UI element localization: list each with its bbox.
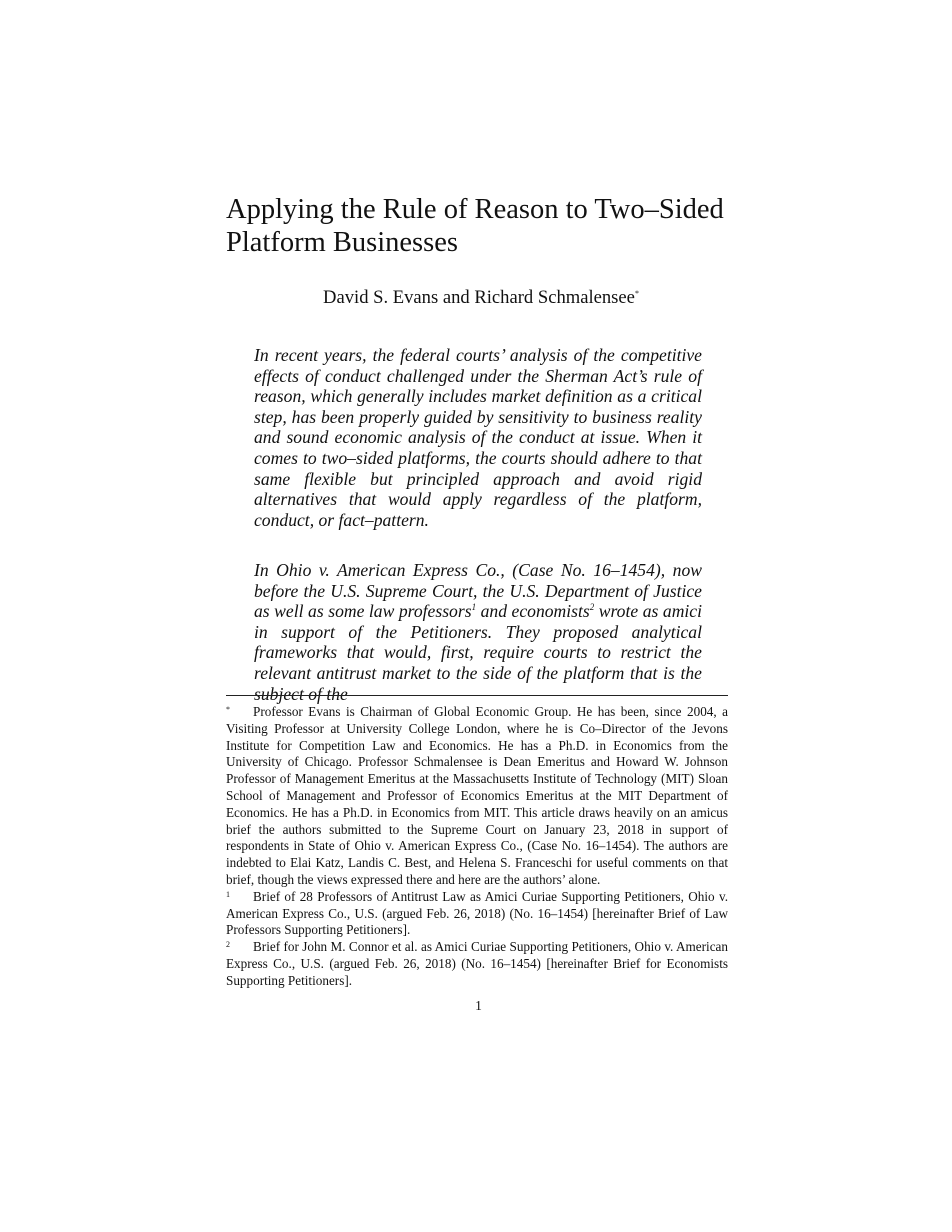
footnote-text: Brief for John M. Connor et al. as Amici Curiae Supporting Petitioners, Ohio v. American Express Co., U.S. (argued Feb. 26, 2018) (No. 16–1454) [hereinafter Brief for Economists Supporting Petitioners].	[226, 939, 728, 988]
footnote-mark: 2	[226, 940, 230, 950]
author-line	[0, 287, 952, 309]
footnote-text: Brief of 28 Professors of Antitrust Law as Amici Curiae Supporting Petitioners, Ohio v. American Express Co., U.S. (argued Feb. 26, 2018) (No. 16–1454) [hereinafter Brief of Law Professors Supporting Petitioners].	[226, 888, 728, 938]
footnote-author	[226, 704, 728, 889]
body-text-part-2: and economists	[476, 601, 590, 622]
footnote-ref-2: 2	[589, 602, 595, 613]
footnotes	[226, 704, 728, 990]
body-text-part-3: wrote as amici in support of the Petitioners. They proposed analytical frameworks that would, first, require courts to restrict the relevant antitrust market to the side of the platform that is the subject of the	[254, 601, 702, 704]
footnote-mark: 1	[226, 889, 230, 899]
article-title: Applying the Rule of Reason to Two–Sided Platform Businesses	[226, 194, 724, 258]
footnote-ref-1: 1	[471, 602, 477, 613]
author-names: David S. Evans and Richard Schmalensee	[323, 287, 635, 308]
footnote-divider	[226, 695, 728, 696]
body-paragraph	[254, 560, 702, 704]
author-footnote-mark: *	[634, 288, 639, 298]
body-text-part-1: In Ohio v. American Express Co., (Case No. 16–1454), now before the U.S. Supreme Court, the U.S. Department of Justice as well as some law professors	[254, 560, 702, 622]
footnote-text: Professor Evans is Chairman of Global Economic Group. He has been, since 2004, a Visiting Professor at University College London, where he is Co–Director of the Jevons Institute for Competition Law and Economics. He has a Ph.D. in Economics from the University of Chicago. Professor Schmalensee is Dean Emeritus and Howard W. Johnson Professor of Management Emeritus at the Massachusetts Institute of Technology (MIT) Sloan School of Management and Professor of Economics Emeritus at the MIT Department of Economics. He has a Ph.D. in Economics from MIT. This article draws heavily on an amicus brief the authors submitted to the Supreme Court on January 23, 2018 in support of respondents in State of Ohio v. American Express Co., (Case No. 16–1454). The authors are indebted to Elai Katz, Landis C. Best, and Helena S. Franceschi for useful comments on that brief, though the views expressed there and here are the authors’ alone.	[226, 704, 728, 887]
footnote-2	[226, 939, 728, 989]
page-number: 1	[475, 998, 482, 1013]
abstract: In recent years, the federal courts’ analysis of the competitive effects of conduct challenged under the Sherman Act’s rule of reason, which generally includes market definition as a critical step, has been properly guided by sensitivity to business reality and sound economic analysis of the conduct at issue. When it comes to two–sided platforms, the courts should adhere to that same flexible but principled approach and avoid rigid alternatives that would apply regardless of the platform, conduct, or fact–pattern.	[254, 345, 702, 530]
footnote-mark: *	[226, 705, 230, 714]
footnote-1	[226, 889, 728, 939]
